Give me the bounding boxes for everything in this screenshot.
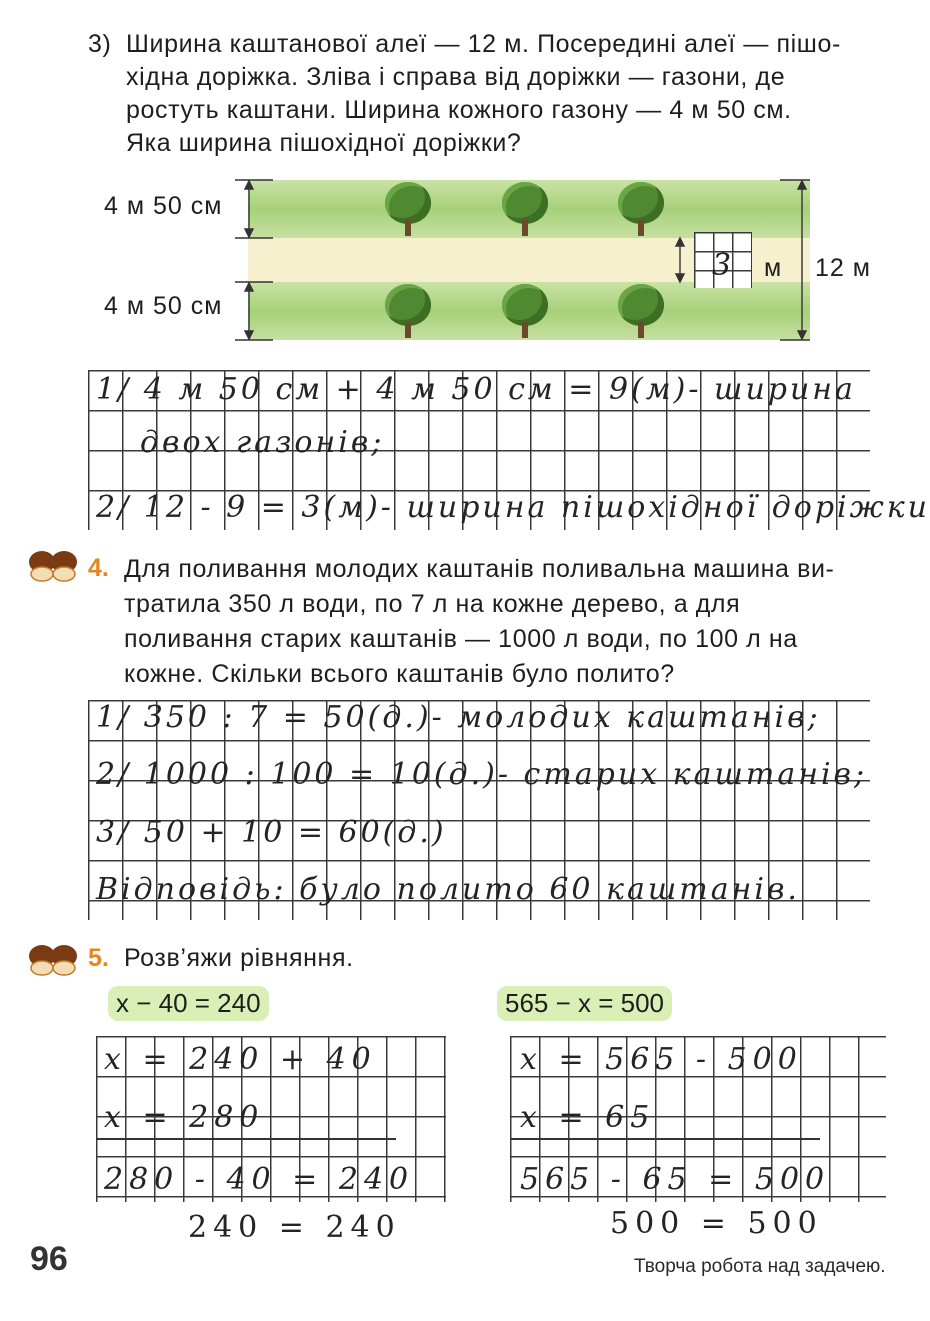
task4-answer-line: Відповідь: було полито 60 каштанів. [96, 872, 800, 907]
chestnut-pair-icon [26, 548, 82, 584]
task3-text-line-2: хідна доріжка. Зліва і справа від доріжки — газони, де [126, 63, 786, 91]
task4-text-line-2: тратила 350 л води, по 7 л на кожне дерево, а для [124, 590, 741, 618]
left-dimension-lines [235, 170, 275, 350]
tree-icon [385, 182, 431, 238]
walkway-answer: 3 [712, 248, 735, 283]
task3-solution-line-1: 1/ 4 м 50 см + 4 м 50 см = 9(м)- ширина [96, 372, 856, 407]
task4-number: 4. [88, 554, 109, 582]
equation-1: x − 40 = 240 [108, 986, 269, 1021]
task4-text-line-3: поливання старих каштанів — 1000 л води, по 100 л на [124, 625, 798, 653]
task4-solution-line-3: 3/ 50 + 10 = 60(д.) [96, 815, 447, 850]
alley-figure [0, 170, 930, 350]
task4-solution-line-2: 2/ 1000 : 100 = 10(д.)- старих каштанів; [96, 757, 868, 792]
equation-1-check-result: 240 = 240 [188, 1210, 401, 1245]
walkway-unit: м [764, 254, 783, 282]
equation-2-check-result: 500 = 500 [610, 1206, 823, 1241]
equation-1-check: 280 - 40 = 240 [104, 1162, 415, 1197]
lawn-top-width-label: 4 м 50 см [104, 192, 223, 220]
task3-solution-line-3: 2/ 12 - 9 = 3(м)- ширина пішохідної доріжки [96, 490, 930, 525]
task4-text-line-4: кожне. Скільки всього каштанів було полито? [124, 660, 675, 688]
equation-1-step-2: x = 280 [104, 1100, 265, 1135]
equation-2-step-1: x = 565 - 500 [520, 1042, 803, 1077]
task3-text-line-1: Ширина каштанової алеї — 12 м. Посередині алеї — пішо- [126, 30, 841, 58]
task3-text-line-3: ростуть каштани. Ширина кожного газону — 4 м 50 см. [126, 96, 792, 124]
tree-icon [618, 284, 664, 340]
equation-2-check: 565 - 65 = 500 [520, 1162, 831, 1197]
tree-icon [385, 284, 431, 340]
task3-solution-line-2: двох газонів; [140, 425, 385, 460]
equation-2-step-2: x = 65 [520, 1100, 656, 1135]
tree-icon [618, 182, 664, 238]
task4-text-line-1: Для поливання молодих каштанів поливальна машина ви- [124, 555, 835, 583]
footer-caption: Творча робота над задачею. [634, 1256, 886, 1277]
total-dimension-line [780, 170, 820, 350]
equation-2-divider [510, 1138, 820, 1140]
total-width-label: 12 м [815, 254, 871, 282]
tree-icon [502, 284, 548, 340]
tree-icon [502, 182, 548, 238]
equation-1-divider [96, 1138, 396, 1140]
task3-text-line-4: Яка ширина пішохідної доріжки? [126, 129, 522, 157]
task5-title: Розв’яжи рівняння. [124, 944, 354, 972]
task5-number: 5. [88, 944, 109, 972]
page-number: 96 [30, 1240, 68, 1278]
lawn-bottom-width-label: 4 м 50 см [104, 292, 223, 320]
equation-1-step-1: x = 240 + 40 [104, 1042, 377, 1077]
chestnut-pair-icon [26, 942, 82, 978]
task3-number: 3) [88, 30, 112, 58]
task4-solution-line-1: 1/ 350 : 7 = 50(д.)- молодих каштанів; [96, 700, 821, 735]
equation-2: 565 − x = 500 [497, 986, 672, 1021]
